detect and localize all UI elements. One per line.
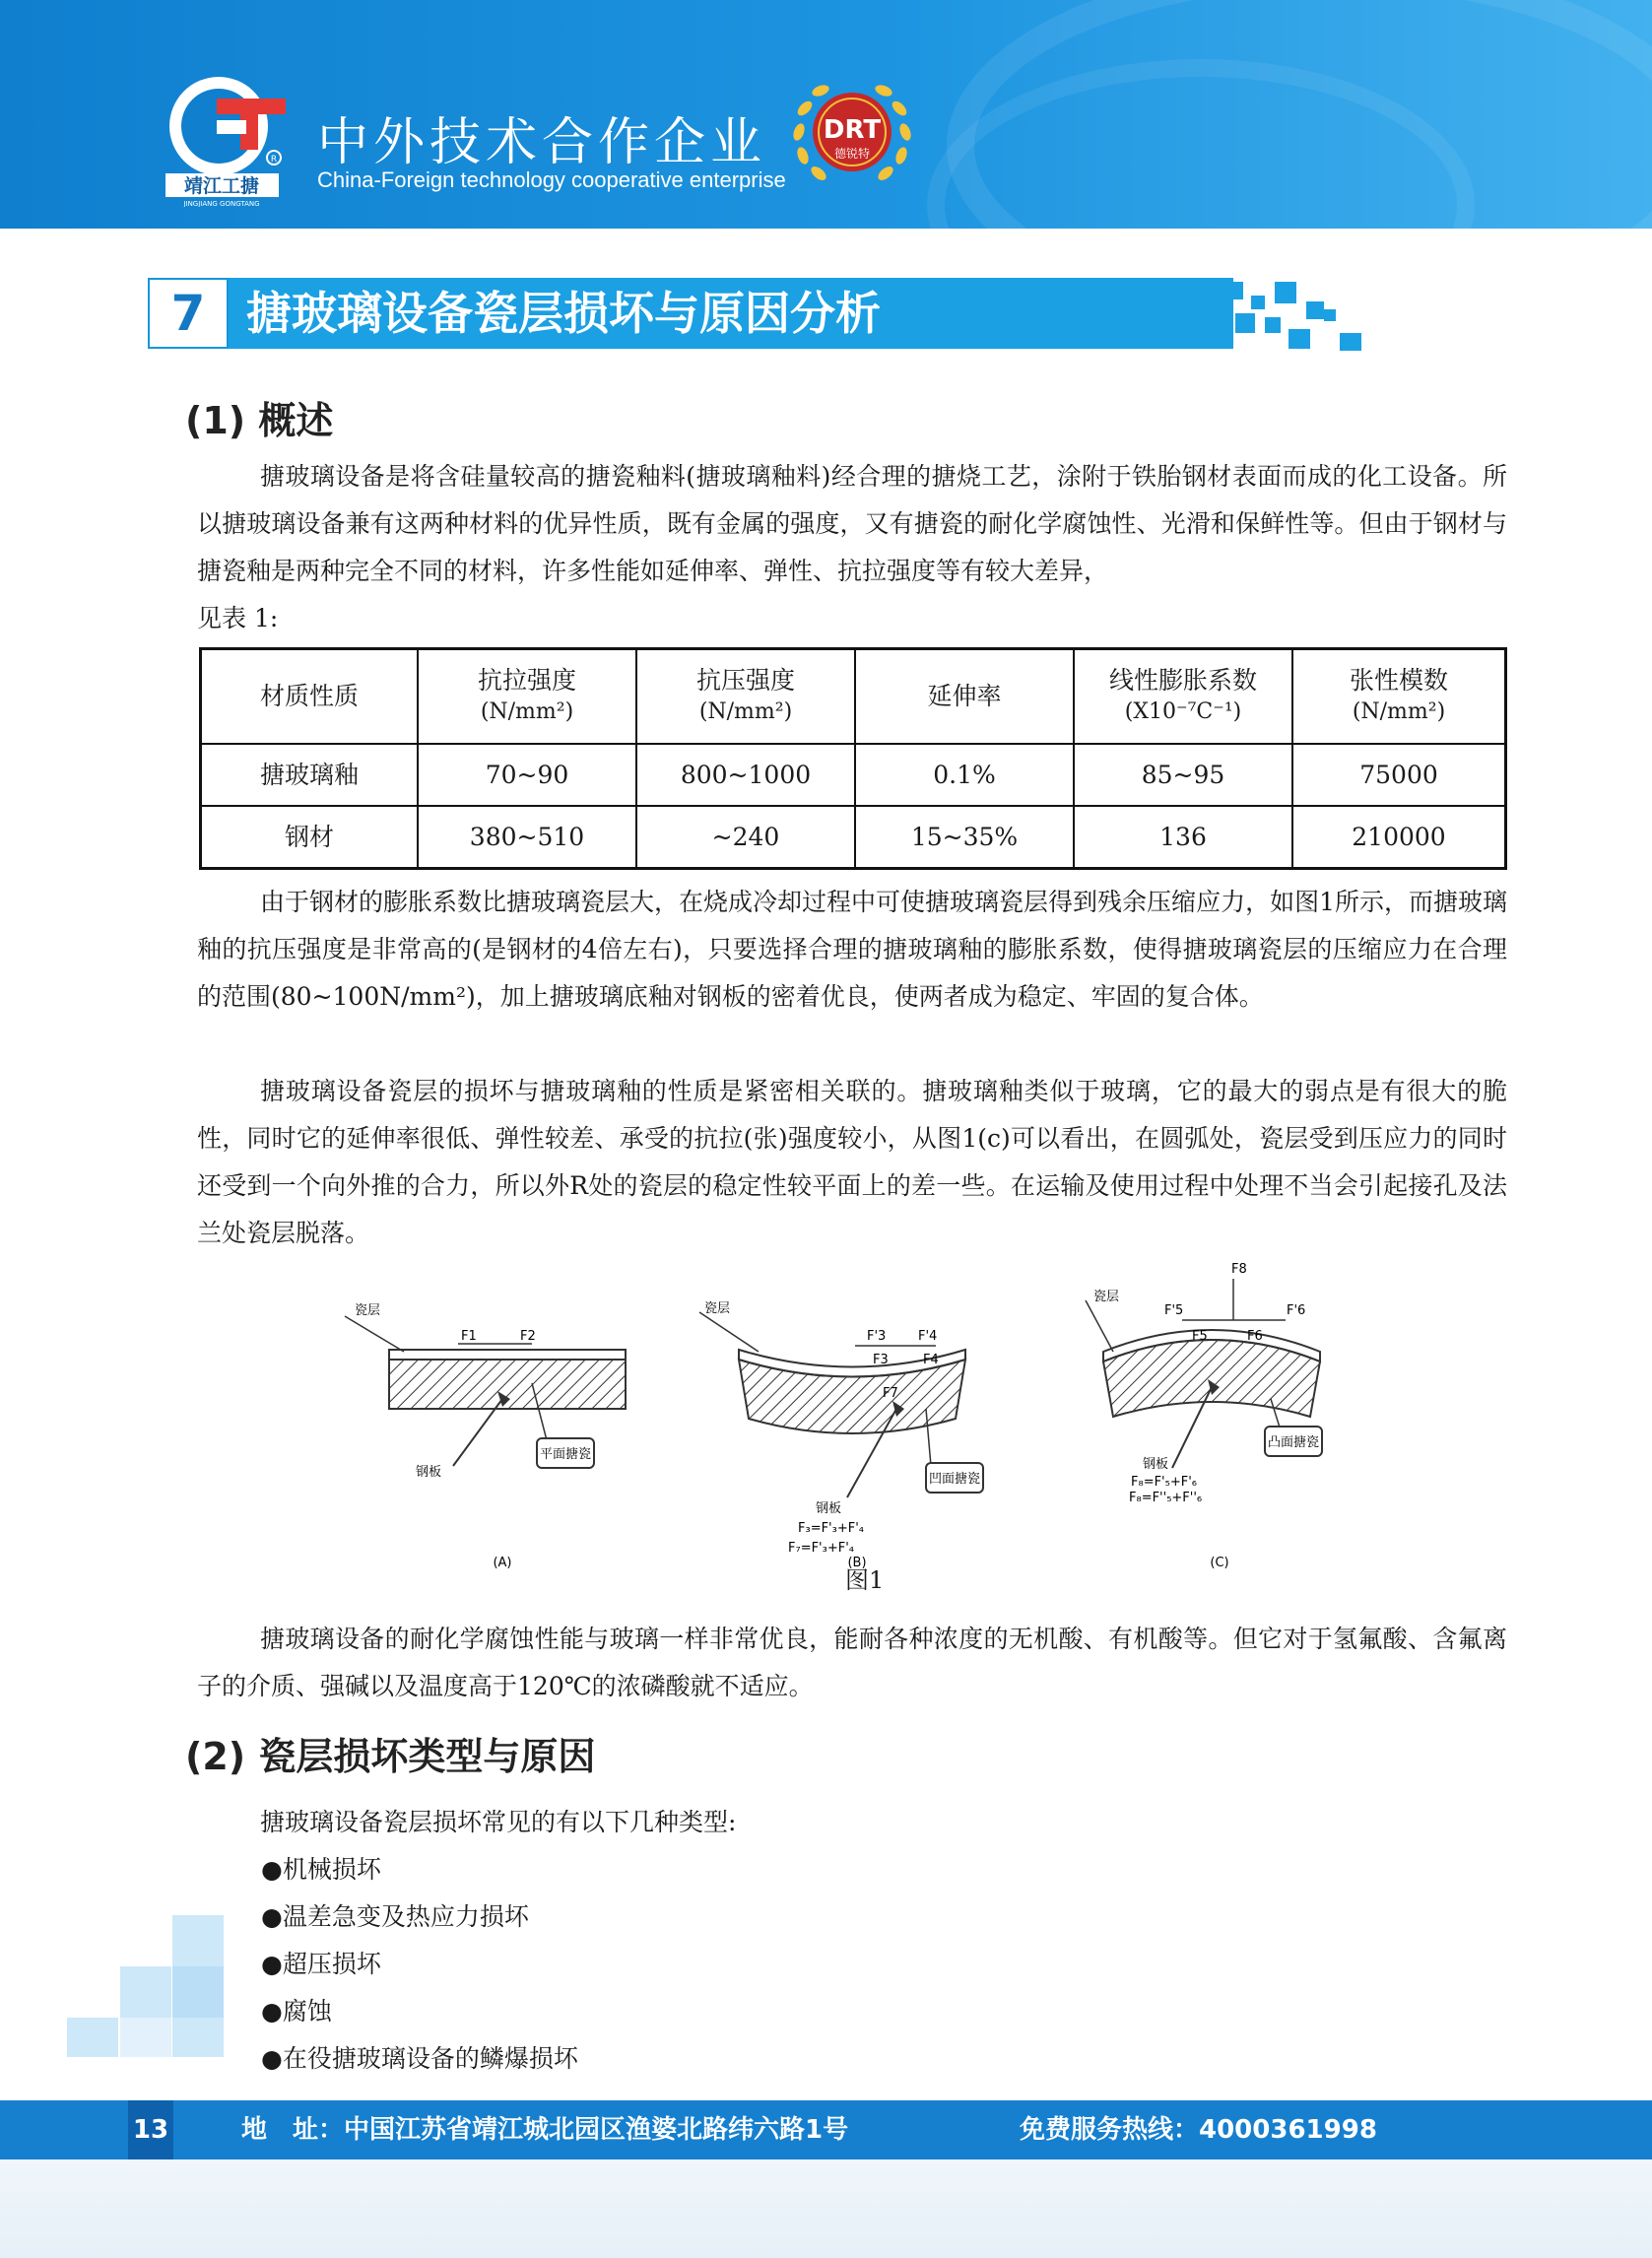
paragraph-tail: 见表 1: [197,604,279,632]
figure-panel-a [345,1302,626,1570]
table-cell: 380~510 [418,806,636,869]
figure-panel-c [1086,1262,1322,1570]
paragraph: 由于钢材的膨胀系数比搪玻璃瓷层大，在烧成冷却过程中可使搪玻璃瓷层得到残余压缩应力，如图1所示，而搪玻璃釉的抗压强度是非常高的(是钢材的4倍左右)，只要选择合理的搪玻璃釉的膨胀系数，使得搪玻璃瓷层的压缩应力在合理的范围(80~100N/mm²)，加上搪玻璃底釉对钢板的密着优良，使两者成为稳定、牢固的复合体。 [197,888,1507,1011]
list-item: ●腐蚀 [261,1997,332,2026]
figure-caption: 图1 [845,1566,885,1594]
damage-type-list [261,1846,578,2083]
table-header-cell: 张性模数 (N/mm²) [1292,649,1506,745]
table-header-cell: 材质性质 [201,649,419,745]
svg-text:F'6: F'6 [1287,1303,1306,1318]
paragraph: 搪玻璃设备是将含硅量较高的搪瓷釉料(搪玻璃釉料)经合理的搪烧工艺，涂附于铁胎钢材表面而成的化工设备。所以搪玻璃设备兼有这两种材料的优异性质，既有金属的强度，又有搪瓷的耐化学腐蚀性、光滑和保鲜性等。但由于钢材与搪瓷釉是两种完全不同的材料，许多性能如延伸率、弹性、抗拉强度等有较大差异， [197,462,1507,585]
header-title: 中外技术合作企业 [317,113,767,172]
list-item: ●机械损坏 [261,1855,381,1884]
svg-text:F'5: F'5 [1164,1303,1184,1318]
svg-text:F6: F6 [1247,1329,1263,1344]
table-header-row [201,649,1506,745]
svg-text:凹面搪瓷: 凹面搪瓷 [928,1472,981,1487]
svg-text:F'3: F'3 [867,1329,887,1344]
footer-address: 地 址：中国江苏省靖江城北园区渔婆北路纬六路1号 [241,2115,849,2145]
paragraph: 搪玻璃设备的耐化学腐蚀性能与玻璃一样非常优良，能耐各种浓度的无机酸、有机酸等。但它对于氢氟酸、含氟离子的介质、强碱以及温度高于120℃的浓磷酸就不适应。 [197,1625,1507,1700]
table-cell: 75000 [1292,744,1506,806]
svg-text:(B): (B) [847,1556,867,1570]
subsection-heading: (2) 瓷层损坏类型与原因 [185,1735,596,1778]
company-logo [158,69,305,207]
table-cell: 搪玻璃釉 [201,744,419,806]
svg-text:钢板: 钢板 [1143,1457,1169,1472]
table-cell: 70~90 [418,744,636,806]
svg-text:F5: F5 [1192,1329,1208,1344]
svg-text:F'4: F'4 [918,1329,938,1344]
table-header-cell: 线性膨胀系数 (X10⁻⁷C⁻¹) [1074,649,1292,745]
table-header-cell: 抗压强度 (N/mm²) [636,649,855,745]
table-cell: 800~1000 [636,744,855,806]
svg-text:(C): (C) [1210,1556,1229,1570]
figure-1-diagram [335,1261,1379,1596]
drt-seal [783,73,921,191]
list-item: ●在役搪玻璃设备的鳞爆损坏 [261,2044,578,2073]
paragraph: 搪玻璃设备瓷层的损坏与搪玻璃釉的性质是紧密相关联的。搪玻璃釉类似于玻璃，它的最大的弱点是有很大的脆性，同时它的延伸率很低、弹性较差、承受的抗拉(张)强度较小，从图1(c)可以看出，在圆弧处，瓷层受到压应力的同时还受到一个向外推的合力，所以外R处的瓷层的稳定性较平面上的差一些。在运输及使用过程中处理不当会引起接孔及法兰处瓷层脱落。 [197,1077,1507,1247]
table-cell: 85~95 [1074,744,1292,806]
table-cell: ~240 [636,806,855,869]
footer-hotline: 免费服务热线：4000361998 [1020,2115,1377,2145]
svg-text:瓷层: 瓷层 [704,1301,731,1316]
table-cell: 0.1% [855,744,1074,806]
page-footer [0,2100,1652,2159]
svg-text:F1: F1 [461,1329,477,1344]
subsection-heading: (1) 概述 [185,399,334,442]
table-row [201,806,1506,869]
list-intro: 搪玻璃设备瓷层损坏常见的有以下几种类型: [260,1808,737,1836]
bottom-band [0,2159,1652,2258]
svg-text:F2: F2 [520,1329,536,1344]
svg-text:R: R [270,155,278,165]
svg-text:凸面搪瓷: 凸面搪瓷 [1267,1435,1320,1450]
section-number: 7 [148,278,229,349]
figure-panel-b [699,1300,983,1570]
svg-text:瓷层: 瓷层 [1093,1290,1120,1304]
table-cell: 钢材 [201,806,419,869]
svg-text:F₇=F'₃+F'₄: F₇=F'₃+F'₄ [788,1541,854,1556]
svg-text:瓷层: 瓷层 [355,1303,381,1318]
page-number: 13 [128,2100,173,2159]
svg-text:F3: F3 [873,1353,889,1367]
page-header [0,0,1652,229]
seal-text: DRT [823,115,882,145]
svg-text:F4: F4 [923,1353,939,1367]
table-cell: 15~35% [855,806,1074,869]
svg-text:平面搪瓷: 平面搪瓷 [539,1447,592,1462]
logo-small-text: JINGJIANG GONGTANG [183,200,260,207]
svg-text:钢板: 钢板 [416,1465,442,1480]
list-item: ●超压损坏 [261,1950,381,1978]
table-row [201,744,1506,806]
svg-text:F₃=F'₃+F'₄: F₃=F'₃+F'₄ [798,1521,864,1536]
table-cell: 136 [1074,806,1292,869]
svg-text:F7: F7 [883,1386,898,1401]
list-item: ●温差急变及热应力损坏 [261,1902,529,1931]
table-header-cell: 延伸率 [855,649,1074,745]
svg-text:钢板: 钢板 [816,1501,842,1516]
header-subtitle: China-Foreign technology cooperative enterprise [317,167,786,192]
table-cell: 210000 [1292,806,1506,869]
section-title: 搪玻璃设备瓷层损坏与原因分析 [246,287,881,340]
svg-text:F₈=F'₅+F'₆: F₈=F'₅+F'₆ [1131,1475,1197,1490]
section-title-bar [148,278,1364,347]
logo-text: 靖江工搪 [183,175,260,197]
svg-text:F8: F8 [1231,1262,1247,1277]
material-properties-table [199,647,1507,870]
svg-text:F₈=F''₅+F''₆: F₈=F''₅+F''₆ [1129,1491,1203,1505]
svg-text:(A): (A) [493,1556,512,1570]
table-header-cell: 抗拉强度 (N/mm²) [418,649,636,745]
seal-subtext: 德锐特 [833,147,871,161]
